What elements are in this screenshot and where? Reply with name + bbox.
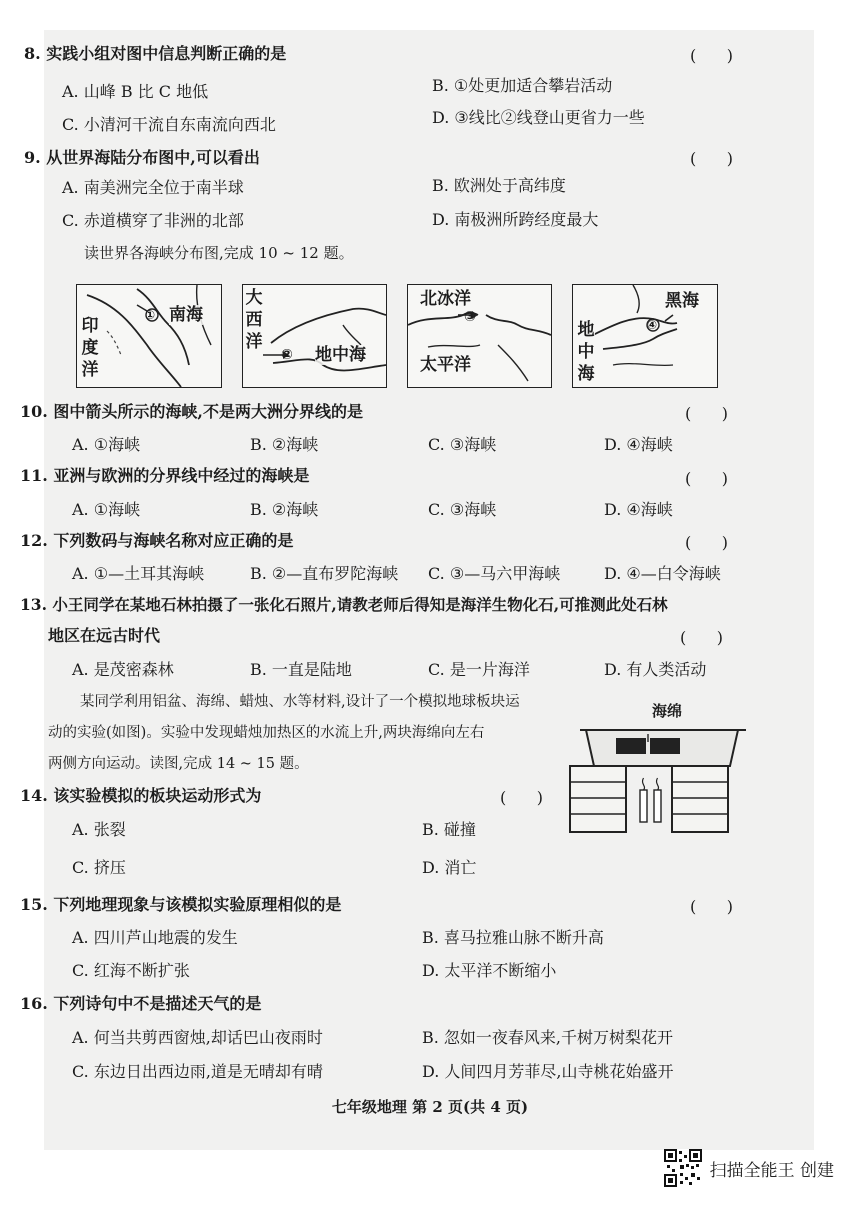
q8-stem: 8. 实践小组对图中信息判断正确的是 xyxy=(24,44,287,63)
q10-option-b: B. ②海峡 xyxy=(250,435,319,454)
q13-option-b: B. 一直是陆地 xyxy=(250,660,352,679)
q11-stem: 11. 亚洲与欧洲的分界线中经过的海峡是 xyxy=(20,466,310,485)
map3-strait-number: ③ xyxy=(464,309,476,325)
map2-coastline xyxy=(243,285,386,387)
q10-stem: 10. 图中箭头所示的海峡,不是两大洲分界线的是 xyxy=(20,402,363,421)
q9-option-d: D. 南极洲所跨经度最大 xyxy=(432,210,599,229)
q14-option-b: B. 碰撞 xyxy=(422,820,476,839)
candle-left xyxy=(640,790,647,822)
strait-map-4 xyxy=(572,284,718,388)
map4-sea1-label: 黑海 xyxy=(665,291,699,311)
map1-ocean-label: 印度洋 xyxy=(81,316,99,380)
q11-option-b: B. ②海峡 xyxy=(250,500,319,519)
q15-option-b: B. 喜马拉雅山脉不断升高 xyxy=(422,928,604,947)
q13-stem-line2: 地区在远古时代 xyxy=(48,626,161,645)
q8-option-d: D. ③线比②线登山更省力一些 xyxy=(432,108,645,127)
q12-stem: 12. 下列数码与海峡名称对应正确的是 xyxy=(20,531,294,550)
map1-sea-label: 南海 xyxy=(169,305,203,325)
q9-option-a: A. 南美洲完全位于南半球 xyxy=(62,178,244,197)
page-footer: 七年级地理 第 2 页(共 4 页) xyxy=(331,1098,529,1116)
scanned-sheet xyxy=(44,30,814,1150)
q12-option-a: A. ①—土耳其海峡 xyxy=(72,564,205,583)
q11-option-d: D. ④海峡 xyxy=(604,500,673,519)
q12-option-d: D. ④—白令海峡 xyxy=(604,564,721,583)
candle-right xyxy=(654,790,661,822)
q9-stem: 9. 从世界海陆分布图中,可以看出 xyxy=(24,148,260,167)
map2-strait-number: ② xyxy=(281,347,293,363)
strait-map-1 xyxy=(76,284,222,388)
q8-option-b: B. ①处更加适合攀岩活动 xyxy=(432,76,613,95)
q14-stem: 14. 该实验模拟的板块运动形式为 xyxy=(20,786,262,805)
q10-option-d: D. ④海峡 xyxy=(604,435,673,454)
q10-answer-blank: ( ) xyxy=(685,404,728,423)
q8-option-c: C. 小清河干流自东南流向西北 xyxy=(62,115,276,134)
strait-map-3 xyxy=(407,284,552,388)
q14-option-a: A. 张裂 xyxy=(72,820,126,839)
q12-option-c: C. ③—马六甲海峡 xyxy=(428,564,561,583)
q13-answer-blank: ( ) xyxy=(680,628,723,647)
q16-option-d: D. 人间四月芳菲尽,山寺桃花始盛开 xyxy=(422,1062,674,1081)
sponge-label: 海绵 xyxy=(652,702,683,720)
q14-option-c: C. 挤压 xyxy=(72,858,126,877)
q10-option-c: C. ③海峡 xyxy=(428,435,497,454)
q16-option-b: B. 忽如一夜春风来,千树万树梨花开 xyxy=(422,1028,674,1047)
intro-straits: 读世界各海峡分布图,完成 10 ~ 12 题。 xyxy=(84,244,354,262)
map2-ocean-label: 大西洋 xyxy=(245,288,263,352)
q13-stem-line1: 13. 小王同学在某地石林拍摄了一张化石照片,请教老师后得知是海洋生物化石,可推测此处石林 xyxy=(20,595,668,614)
q9-answer-blank: ( ) xyxy=(690,149,733,168)
q13-option-a: A. 是茂密森林 xyxy=(72,660,174,679)
q16-stem: 16. 下列诗句中不是描述天气的是 xyxy=(20,994,262,1013)
q11-option-a: A. ①海峡 xyxy=(72,500,141,519)
map1-strait-number: ① xyxy=(145,308,156,322)
sponge-left xyxy=(616,738,646,754)
q8-answer-blank: ( ) xyxy=(690,46,733,65)
intro-experiment-line2: 动的实验(如图)。实验中发现蜡烛加热区的水流上升,两块海绵向左右 xyxy=(48,725,485,741)
q16-option-c: C. 东边日出西边雨,道是无晴却有晴 xyxy=(72,1062,323,1081)
map4-sea2-label: 地中海 xyxy=(577,320,595,384)
qr-code-icon xyxy=(664,1149,702,1187)
watermark-text: 扫描全能王 创建 xyxy=(709,1160,834,1181)
q9-option-c: C. 赤道横穿了非洲的北部 xyxy=(62,211,244,230)
q11-answer-blank: ( ) xyxy=(685,469,728,488)
q13-option-d: D. 有人类活动 xyxy=(604,660,707,679)
q12-answer-blank: ( ) xyxy=(685,533,728,552)
experiment-figure xyxy=(560,716,760,834)
map3-ocean1-label: 北冰洋 xyxy=(420,289,471,309)
q12-option-b: B. ②—直布罗陀海峡 xyxy=(250,564,399,583)
q15-answer-blank: ( ) xyxy=(690,897,733,916)
q14-option-d: D. 消亡 xyxy=(422,858,477,877)
map4-strait-number: ④ xyxy=(647,318,658,332)
q15-option-d: D. 太平洋不断缩小 xyxy=(422,961,557,980)
q15-option-c: C. 红海不断扩张 xyxy=(72,961,190,980)
q8-option-a: A. 山峰 B 比 C 地低 xyxy=(62,82,209,101)
intro-experiment-line1: 某同学利用铝盆、海绵、蜡烛、水等材料,设计了一个模拟地球板块运 xyxy=(80,694,520,710)
intro-experiment-line3: 两侧方向运动。读图,完成 14 ~ 15 题。 xyxy=(48,756,309,772)
q11-option-c: C. ③海峡 xyxy=(428,500,497,519)
q16-option-a: A. 何当共剪西窗烛,却话巴山夜雨时 xyxy=(72,1028,323,1047)
q10-option-a: A. ①海峡 xyxy=(72,435,141,454)
strait-map-2 xyxy=(242,284,387,388)
q14-answer-blank: ( ) xyxy=(500,788,543,807)
map3-ocean2-label: 太平洋 xyxy=(420,355,471,375)
map2-sea-label: 地中海 xyxy=(315,345,366,365)
scanner-watermark xyxy=(664,1149,834,1187)
q13-option-c: C. 是一片海洋 xyxy=(428,660,530,679)
q9-option-b: B. 欧洲处于高纬度 xyxy=(432,176,566,195)
q15-stem: 15. 下列地理现象与该模拟实验原理相似的是 xyxy=(20,895,342,914)
sponge-right xyxy=(650,738,680,754)
q15-option-a: A. 四川芦山地震的发生 xyxy=(72,928,238,947)
